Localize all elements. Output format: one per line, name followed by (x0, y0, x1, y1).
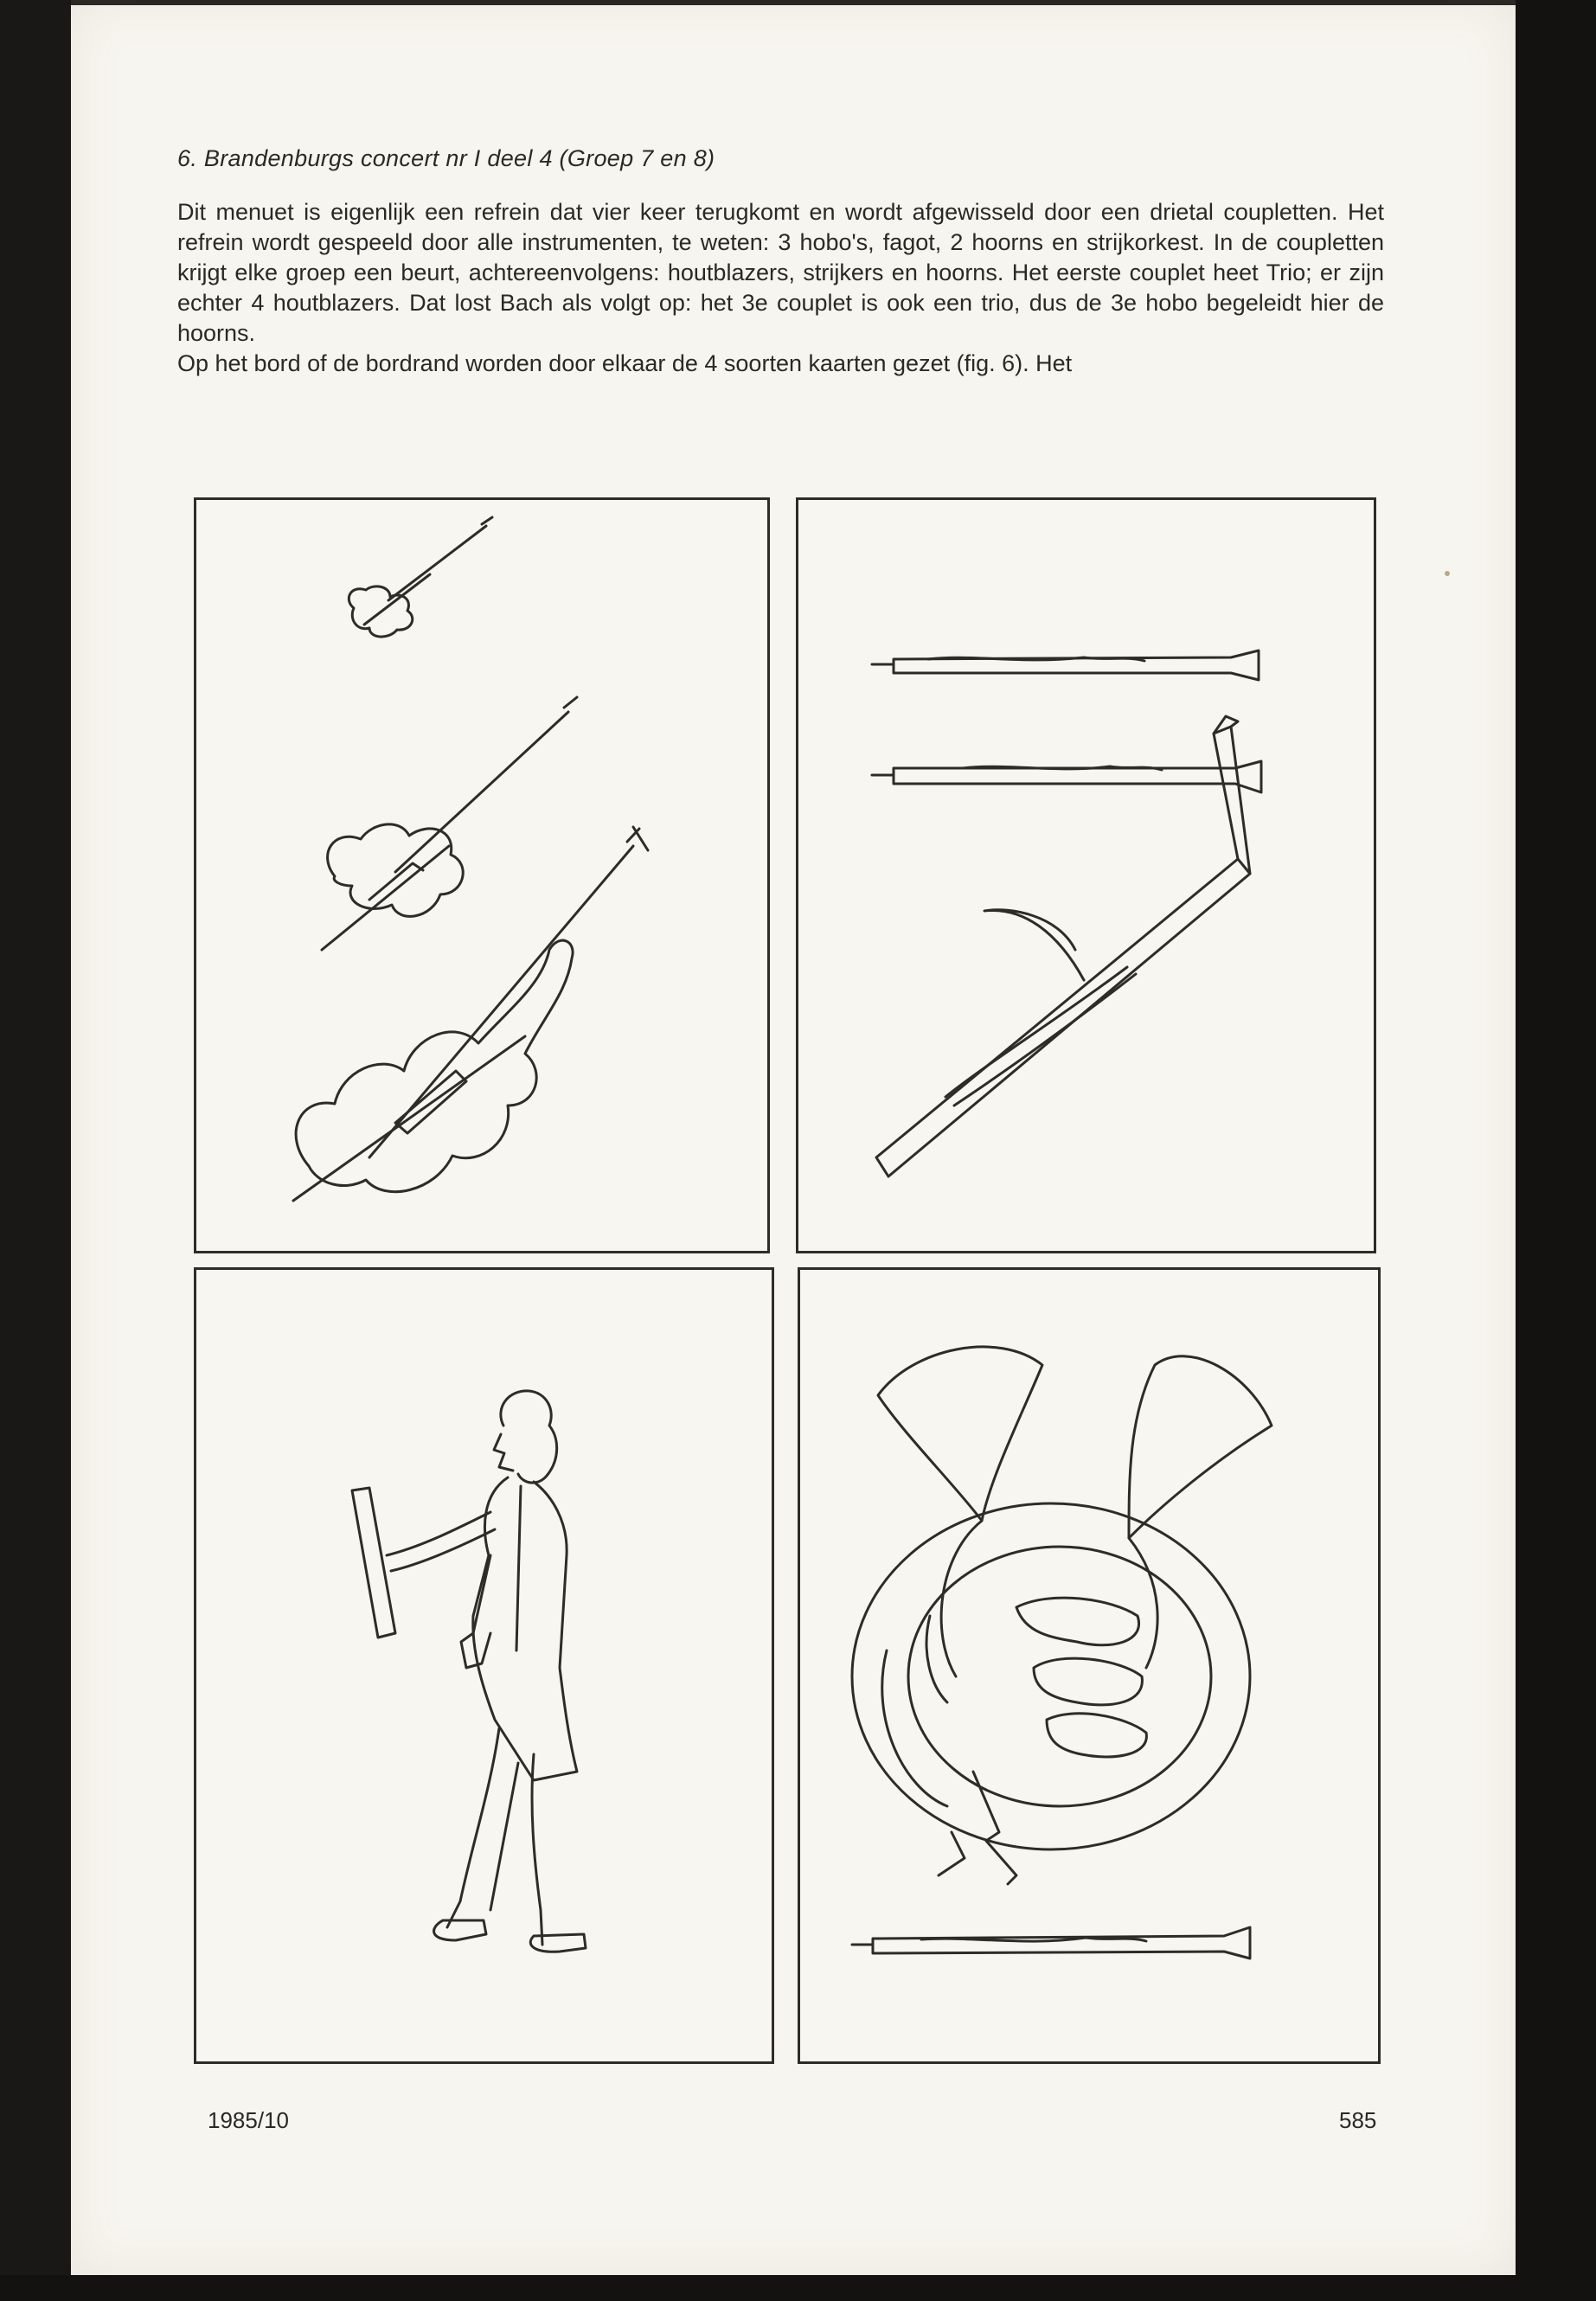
body-paragraph: Dit menuet is eigenlijk een refrein dat vier keer terugkomt en wordt afgewisseld door een drietal coupletten. Het refrein wordt gespeeld door alle instrumenten, te weten: 3 hobo's, fagot, 2 hoorns en strijkorkest. In de coupletten krijgt elke groep een beurt, achtereenvolgens: houtblazers, strijkers en hoorns. Het eerste couplet heet Trio; er zijn echter 4 houtblazers. Dat lost Bach als volgt op: het 3e couplet is ook een trio, dus de 3e hobo begeleidt hier de hoorns. (177, 199, 1384, 346)
section-heading: 6. Brandenburgs concert nr I deel 4 (Groep 7 en 8) (177, 145, 715, 171)
woodwind-instruments-icon (798, 500, 1374, 1251)
oboe-drawing-1 (872, 651, 1259, 680)
card-horns (798, 1267, 1381, 2064)
double-bass-drawing (293, 827, 648, 1201)
scan-margin-bottom (0, 2275, 1596, 2301)
viola-drawing (322, 697, 577, 950)
issue-number: 1985/10 (208, 2107, 289, 2133)
violin-drawing (349, 517, 492, 637)
horns-and-oboe-icon (800, 1270, 1378, 2061)
card-woodwinds (796, 497, 1376, 1253)
body-paragraph-continued: Op het bord of de bordrand worden door elkaar de 4 soorten kaarten gezet (fig. 6). Het (177, 350, 1073, 376)
bach-figure-icon (196, 1270, 772, 2061)
page-number: 585 (1339, 2107, 1377, 2133)
bassoon-drawing (876, 716, 1250, 1176)
body-text (177, 197, 1384, 379)
card-strings (194, 497, 770, 1253)
page-top-edge (71, 0, 1516, 5)
string-instruments-icon (196, 500, 767, 1251)
scan-margin-right (1516, 0, 1596, 2301)
card-bach (194, 1267, 774, 2064)
oboe-drawing-2 (872, 761, 1261, 792)
paper-speck (1445, 571, 1450, 576)
